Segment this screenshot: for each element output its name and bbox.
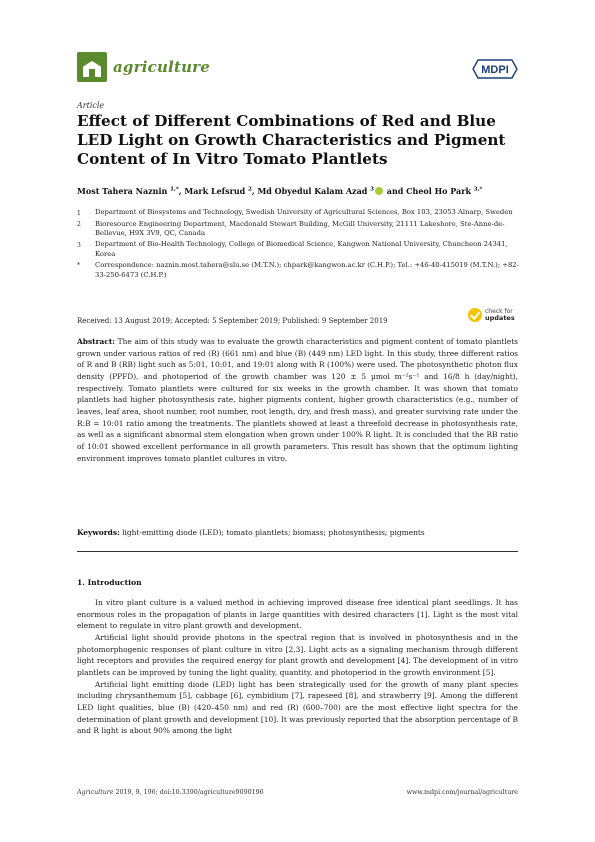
- checkmark-icon: [468, 308, 482, 322]
- author-affil-sup: 3,*: [473, 186, 483, 193]
- affiliations: [77, 208, 522, 282]
- author-name: Md Obyedul Kalam Azad: [257, 186, 368, 196]
- article-type: Article: [77, 101, 105, 110]
- section-divider: [77, 551, 518, 552]
- author-name: Most Tahera Naznin: [77, 186, 168, 196]
- body-paragraph: Artificial light emitting diode (LED) light has been strategically used for the growth of many plant species including chrysanthemum [5], cabbage [6], cymbidium [7], rapeseed [8], and strawberry [9]. Among the different LED light qualities, blue (B) (420–450 nm) and red (R) (600–700) are the most effective light spectra for the determination of plant growth and development [10]. It was previously reported that the absorption percentage of B and R light is about 90% among the light: [77, 679, 518, 736]
- barn-icon: [77, 52, 107, 82]
- body-paragraph: Artificial light should provide photons in the spectral region that is involved in photosynthesis and in the photomorphogenic responses of plant culture in vitro [2,3]. Light acts as a signaling mechanism through different light receptors and provides the required energy for plant growth and development [4]. The development of in vitro plantlets can be improved by tuning the light quality, quantity, and photoperiod in the growth environment [5].: [77, 632, 518, 677]
- abstract: [77, 336, 518, 464]
- footer-citation: [77, 789, 264, 796]
- mdpi-logo[interactable]: [472, 58, 518, 80]
- author-name: Mark Lefsrud: [184, 186, 246, 196]
- check-updates-line1: check for: [485, 307, 513, 315]
- title-line: Effect of Different Combinations of Red and Blue: [77, 112, 496, 130]
- author-affil-sup: 1,*: [170, 186, 179, 193]
- author-affil-sup: 2: [248, 186, 252, 193]
- affiliation-item: 1 Department of Biosystems and Technology, Swedish University of Agricultural Sciences, Box 103, 23053 Alnarp, Sweden: [77, 208, 513, 217]
- abstract-text: The aim of this study was to evaluate the growth characteristics and pigment content of tomato plantlets grown under various ratios of red (R) (661 nm) and blue (B) (449 nm) LED light. In this study, three different ratios of R and B (RB) light such as 5:01, 10:01, and 19:01 along with R (100%) were used. The photosynthetic photon flux density (PPFD), and photoperiod of the growth chamber was 120 ± 5 µmol m⁻²s⁻¹ and 16/8 h (day/night), respectively. Tomato plantlets were cultured for six weeks in the growth chamber. It was shown that tomato plantlets had higher photosynthesis rate, higher pigments content, higher growth characteristics (e.g., number of leaves, leaf area, shoot number, root number, root length, dry, and fresh mass), and greater surviving rate under the R:B = 10:01 ratio among the treatments. The plantlets showed at least a threefold decrease in photosynthesis rate, as well as a significant abnormal stem elongation when grown under 100% R light. It is concluded that the RB ratio of 10:01 showed excellent performance in all growth parameters. This result has shown that the optimum lighting environment improves tomato plantlet cultures in vitro.: [77, 337, 519, 463]
- footer-citation-text: 2019, 9, 196; doi:10.3390/agriculture9090196: [113, 789, 264, 796]
- journal-logo[interactable]: [77, 52, 210, 82]
- correspondence[interactable]: * Correspondence: naznin.most.tahera@slu.se (M.T.N.); chpark@kangwon.ac.kr (C.H.P.); Tel.: +46-40-415019 (M.T.N.); +82-33-250-6473 (C.H.P.): [77, 260, 519, 279]
- author-affil-sup: 3: [370, 186, 374, 193]
- check-updates-line2: updates: [485, 314, 515, 322]
- publication-dates: Received: 13 August 2019; Accepted: 5 September 2019; Published: 9 September 2019: [77, 317, 388, 325]
- keywords-label: Keywords:: [77, 528, 120, 537]
- section-heading: 1. Introduction: [77, 578, 142, 587]
- abstract-label: Abstract:: [77, 337, 116, 346]
- author-list: Most Tahera Naznin $^{1,*}$, Mark Lefsrud $^2$, Md Obyedul Kalam Azad $^3$ and Cheol Ho Park $^{3,*}$: [77, 186, 483, 196]
- check-for-updates-button[interactable]: [468, 308, 515, 322]
- keywords: [77, 527, 518, 538]
- affiliation-item: 3 Department of Bio-Health Technology, College of Biomedical Science, Kangwon National University, Chuncheon 24341, Korea: [77, 240, 508, 258]
- footer-journal: Agriculture: [77, 789, 114, 796]
- footer-url[interactable]: www.mdpi.com/journal/agriculture: [406, 789, 518, 796]
- introduction-body: [77, 597, 518, 737]
- orcid-icon[interactable]: [375, 187, 383, 195]
- title-line: LED Light on Growth Characteristics and Pigment: [77, 131, 506, 149]
- mdpi-logo-text: MDPI: [481, 64, 509, 76]
- author-name: Cheol Ho Park: [406, 186, 471, 196]
- title-line: Content of In Vitro Tomato Plantlets: [77, 150, 388, 168]
- keywords-text: light-emitting diode (LED); tomato plantlets; biomass; photosynthesis; pigments: [122, 528, 425, 537]
- affiliation-item: 2 Bioresource Engineering Department, Macdonald Stewart Building, McGill University, 21111 Lakeshore, Ste-Anne-de-Bellevue, H9X 3V9, QC, Canada: [77, 219, 505, 238]
- paper-title: [77, 112, 517, 169]
- journal-name: agriculture: [113, 58, 211, 76]
- body-paragraph: In vitro plant culture is a valued method in achieving improved disease free identical plant seedlings. It has enormous roles in the propagation of plants in large quantities with desired characters [1]. Light is the most vital element to regulate in vitro plant growth and development.: [77, 598, 518, 631]
